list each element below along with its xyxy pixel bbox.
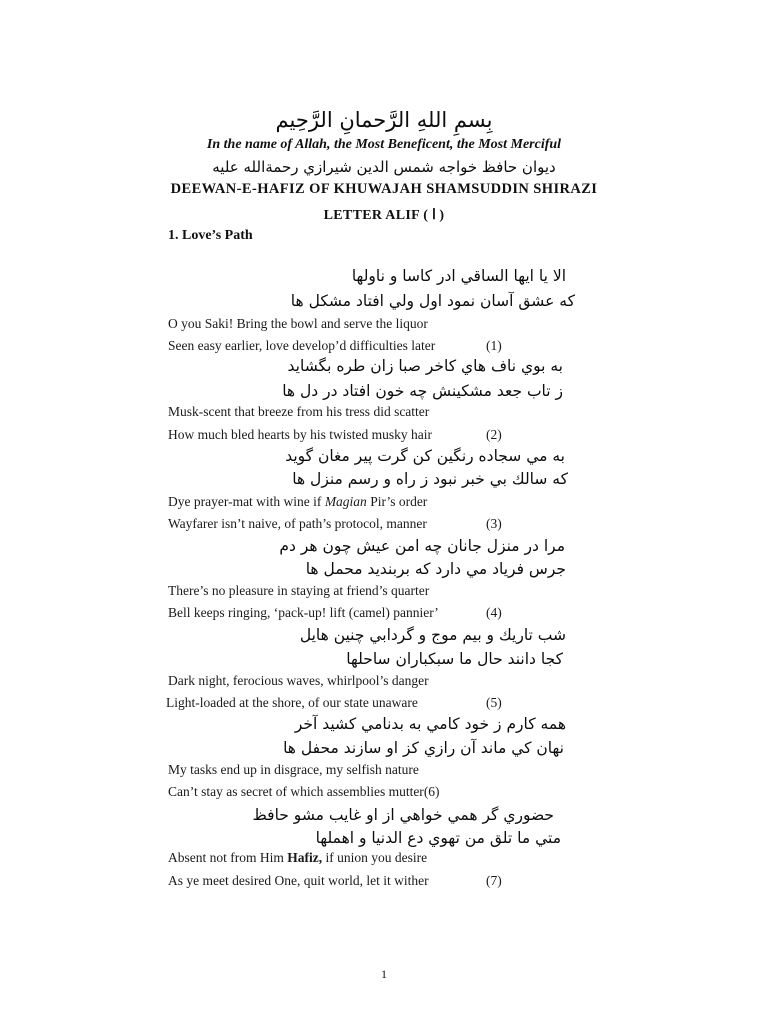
verse-6-english-line-1: My tasks end up in disgrace, my selfish nature <box>168 762 419 777</box>
verse-5-number: (5) <box>486 695 502 710</box>
verse-3-number: (3) <box>486 516 502 531</box>
verse-4-english-line-2: Bell keeps ringing, ‘pack-up! lift (camel) pannier’ <box>168 605 439 620</box>
verse-2-number: (2) <box>486 427 502 442</box>
english-title: DEEWAN-E-HAFIZ OF KHUWAJAH SHAMSUDDIN SHIRAZI <box>170 181 598 197</box>
verse-6-english-line-2: Can’t stay as secret of which assemblies mutter(6) <box>168 784 440 799</box>
verse-7-number: (7) <box>486 873 502 888</box>
verse-5-persian-line-2: كجا دانند حال ما سبكباران ساحلها <box>346 650 563 668</box>
verse-5-english-line-1: Dark night, ferocious waves, whirlpool’s danger <box>168 673 429 688</box>
verse-2-persian-line-2: ز تاب جعد مشكينش چه خون افتاد در دل ها <box>282 382 563 400</box>
verse-7-english-line-2: As ye meet desired One, quit world, let it wither <box>168 873 429 888</box>
verse-2-english-line-1: Musk-scent that breeze from his tress did scatter <box>168 404 430 419</box>
verse-3-english-line-2: Wayfarer isn’t naive, of path’s protocol, manner <box>168 516 427 531</box>
verse-2-persian-line-1: به بوي ناف هاي كاخر صبا زان طره بگشايد <box>287 357 563 375</box>
hafiz-word: Hafiz, <box>287 850 323 865</box>
verse-5-english-line-2: Light-loaded at the shore, of our state unaware <box>166 695 418 710</box>
verse-1-persian-line-1: الا يا ايها الساقي ادر كاسا و ناولها <box>351 267 566 285</box>
verse-7-persian-line-2: متي ما تلق من تهوي دع الدنيا و اهملها <box>315 829 561 847</box>
verse-1-persian-line-2: كه عشق آسان نمود اول ولي افتاد مشكل ها <box>290 292 575 310</box>
page-number: 1 <box>381 967 387 981</box>
verse-1-english-line-1: O you Saki! Bring the bowl and serve the liquor <box>168 316 428 331</box>
verse-3-english-line-1: Dye prayer-mat with wine if Magian Pir’s order <box>168 494 428 509</box>
verse-4-persian-line-1: مرا در منزل جانان چه امن عيش چون هر دم <box>279 537 565 555</box>
letter-heading: LETTER ALIF ( ا ) <box>323 208 445 223</box>
verse-4-persian-line-2: جرس فرياد مي دارد كه بربنديد محمل ها <box>305 560 566 578</box>
verse-6-number: (6) <box>423 784 440 799</box>
verse-7-persian-line-1: حضوري گر همي خواهي از او غايب مشو حافظ <box>252 806 554 824</box>
verse-3-persian-line-1: به مي سجاده رنگين كن گرت پير مغان گويد <box>285 447 565 465</box>
verse-2-english-line-2: How much bled hearts by his twisted musky hair <box>168 427 432 442</box>
verse-4-english-line-1: There’s no pleasure in staying at friend’s quarter <box>168 583 430 598</box>
section-title: 1. Love’s Path <box>168 228 253 243</box>
verse-1-english-line-2: Seen easy earlier, love develop’d difficulties later <box>168 338 436 353</box>
verse-6-persian-line-2: نهان كي ماند آن رازي كز او سازند محفل ها <box>283 739 564 757</box>
persian-title: ديوان حافظ خواجه شمس الدين شيرازي رحمةالله عليه <box>212 158 556 176</box>
verse-4-number: (4) <box>486 605 502 620</box>
bismillah-translation: In the name of Allah, the Most Beneficent, the Most Merciful <box>206 137 562 152</box>
verse-5-persian-line-1: شب تاريك و بيم موج و گردابي چنين هايل <box>299 626 566 644</box>
magian-word: Magian <box>324 494 367 509</box>
verse-7-english-line-1: Absent not from Him Hafiz, if union you desire <box>168 850 428 865</box>
verse-3-persian-line-2: كه سالك بي خبر نبود ز راه و رسم منزل ها <box>292 470 568 488</box>
verse-6-persian-line-1: همه كارم ز خود كامي به بدنامي كشيد آخر <box>294 715 566 733</box>
verse-1-number: (1) <box>486 338 502 353</box>
bismillah: بِسمِ اللهِ الرَّحمانِ الرَّحِيم <box>275 108 493 132</box>
